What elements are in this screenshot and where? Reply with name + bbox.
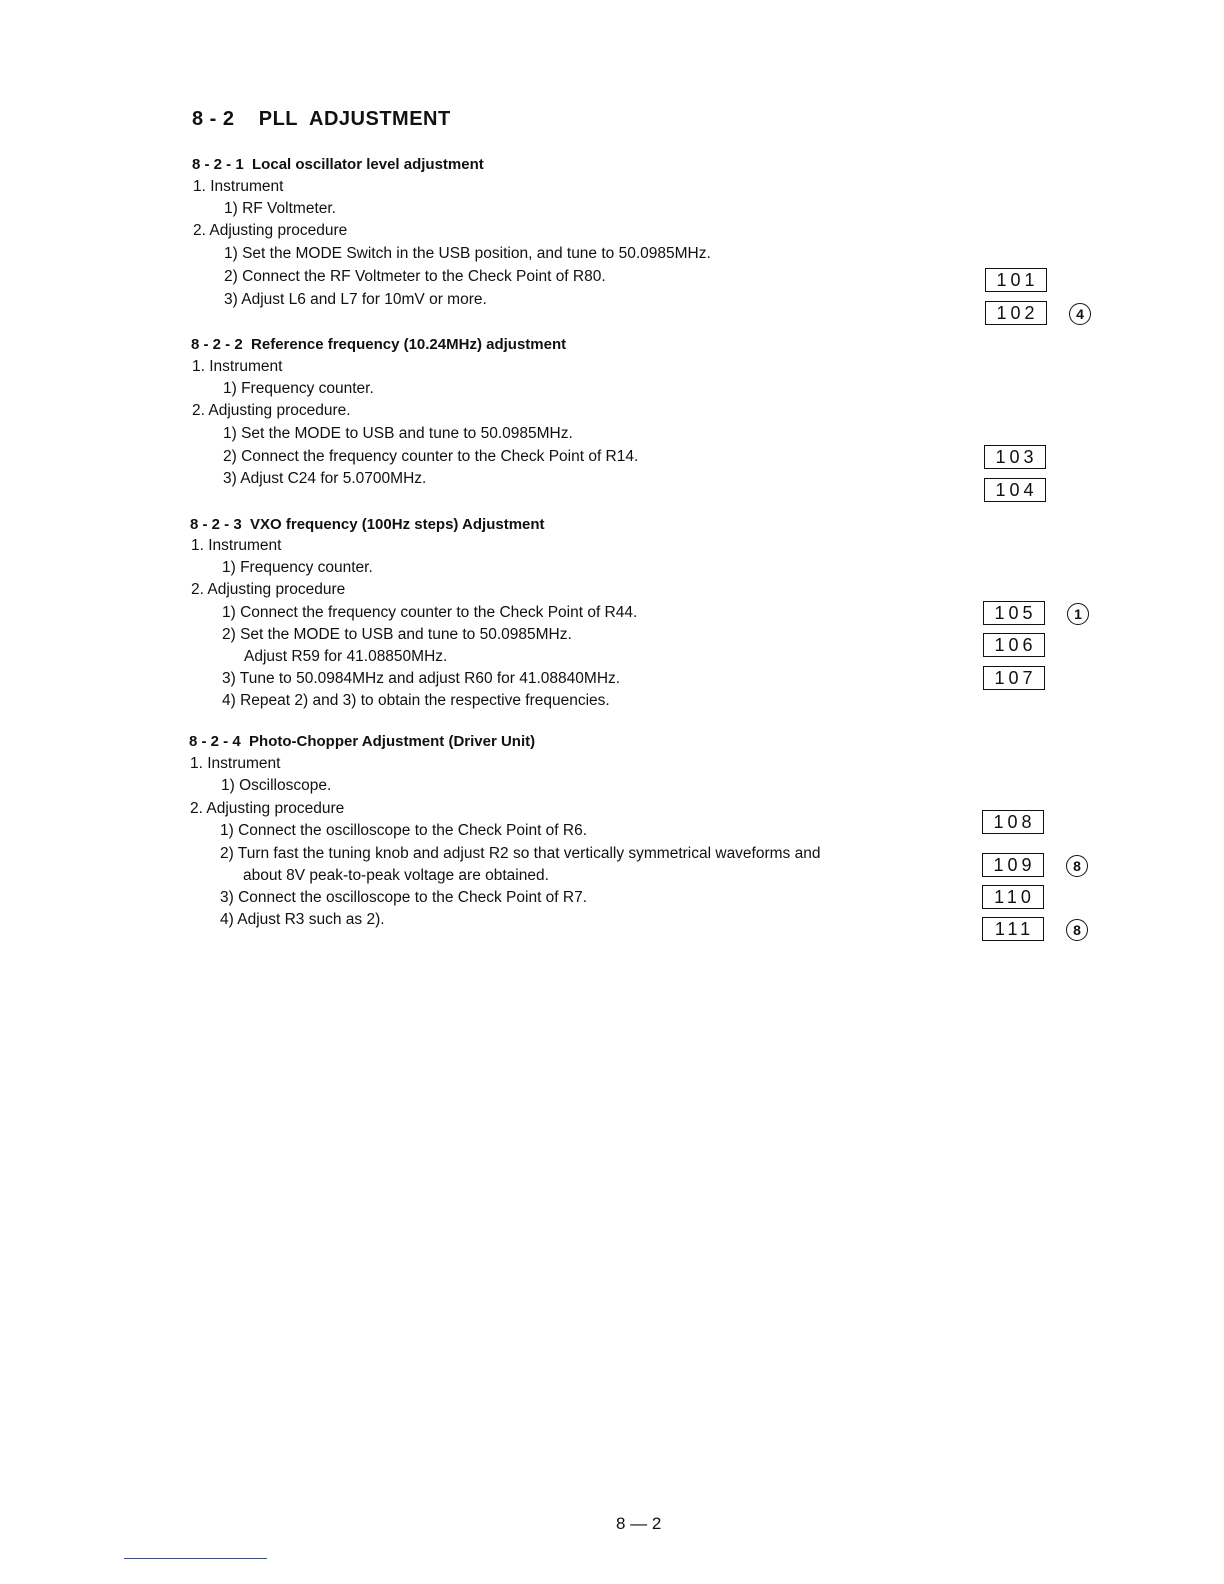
- ref-box: 110: [982, 885, 1044, 909]
- text-line: 2. Adjusting procedure: [191, 581, 346, 598]
- ref-box: 104: [984, 478, 1046, 502]
- ref-box: 105: [983, 601, 1045, 625]
- text-line: 4) Repeat 2) and 3) to obtain the respective frequencies.: [222, 692, 610, 709]
- ref-box: 106: [983, 633, 1045, 657]
- ref-box: 101: [985, 268, 1047, 292]
- ref-box: 107: [983, 666, 1045, 690]
- section-heading: 8 - 2 - 1 Local oscillator level adjustment: [192, 156, 484, 173]
- text-line: 2. Adjusting procedure: [193, 222, 348, 239]
- ref-box: 108: [982, 810, 1044, 834]
- text-line: 1) Oscilloscope.: [221, 777, 332, 794]
- text-line: 4) Adjust R3 such as 2).: [220, 911, 385, 928]
- ref-box: 103: [984, 445, 1046, 469]
- text-line: 1. Instrument: [191, 537, 282, 554]
- text-line: 1) RF Voltmeter.: [224, 200, 336, 217]
- text-line: 1) Frequency counter.: [222, 559, 373, 576]
- text-line: about 8V peak-to-peak voltage are obtained.: [243, 867, 549, 884]
- circled-number: 4: [1069, 303, 1091, 325]
- text-line: 3) Adjust L6 and L7 for 10mV or more.: [224, 291, 487, 308]
- text-line: 1) Connect the oscilloscope to the Check Point of R6.: [220, 822, 588, 839]
- ref-box: 102: [985, 301, 1047, 325]
- circled-number: 8: [1066, 855, 1088, 877]
- ref-box: 109: [982, 853, 1044, 877]
- text-line: 1. Instrument: [193, 178, 284, 195]
- text-line: 2) Connect the RF Voltmeter to the Check Point of R80.: [224, 268, 606, 285]
- page-number: 8 — 2: [616, 1514, 662, 1533]
- text-line: 1) Frequency counter.: [223, 380, 374, 397]
- text-line: 1) Connect the frequency counter to the Check Point of R44.: [222, 604, 638, 621]
- text-line: 2. Adjusting procedure.: [192, 402, 351, 419]
- circled-number: 8: [1066, 919, 1088, 941]
- text-line: 2) Turn fast the tuning knob and adjust R2 so that vertically symmetrical waveforms and: [220, 845, 821, 862]
- circled-number: 1: [1067, 603, 1089, 625]
- page-title: 8 - 2 PLL ADJUSTMENT: [192, 108, 451, 130]
- section-heading: 8 - 2 - 3 VXO frequency (100Hz steps) Adjustment: [190, 516, 545, 533]
- text-line: Adjust R59 for 41.08850MHz.: [244, 648, 448, 665]
- text-line: 2) Set the MODE to USB and tune to 50.0985MHz.: [222, 626, 572, 643]
- section-heading: 8 - 2 - 2 Reference frequency (10.24MHz) adjustment: [191, 336, 567, 353]
- footer-rule: [124, 1558, 267, 1559]
- text-line: 1) Set the MODE Switch in the USB position, and tune to 50.0985MHz.: [224, 245, 711, 262]
- text-line: 2. Adjusting procedure: [190, 800, 345, 817]
- text-line: 1. Instrument: [192, 358, 283, 375]
- text-line: 1. Instrument: [190, 755, 281, 772]
- section-heading: 8 - 2 - 4 Photo-Chopper Adjustment (Driver Unit): [189, 733, 536, 750]
- text-line: 2) Connect the frequency counter to the Check Point of R14.: [223, 448, 639, 465]
- text-line: 3) Connect the oscilloscope to the Check Point of R7.: [220, 889, 588, 906]
- text-line: 3) Adjust C24 for 5.0700MHz.: [223, 470, 427, 487]
- text-line: 3) Tune to 50.0984MHz and adjust R60 for 41.08840MHz.: [222, 670, 621, 687]
- ref-box: 111: [982, 917, 1044, 941]
- text-line: 1) Set the MODE to USB and tune to 50.0985MHz.: [223, 425, 573, 442]
